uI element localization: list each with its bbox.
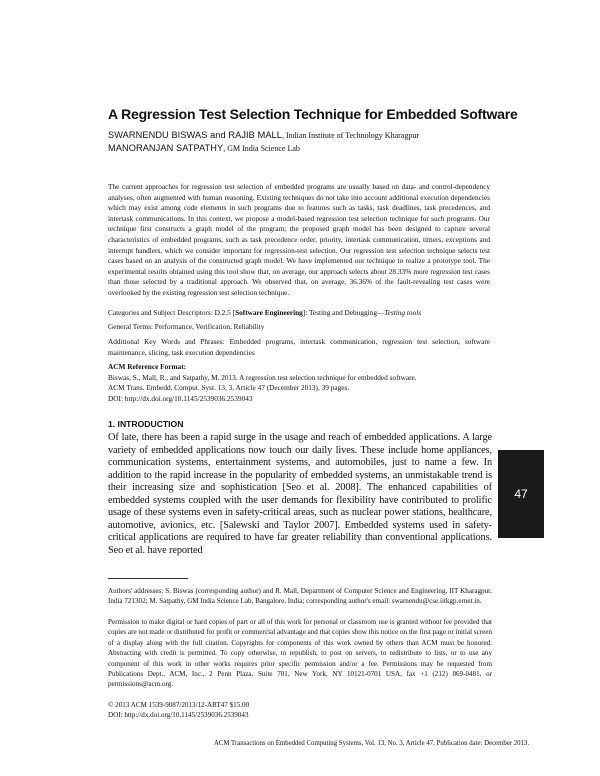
categories-middle: ]: Testing and Debugging—: [302, 308, 385, 317]
acm-reference-format: [108, 362, 490, 404]
page-footer: ACM Transactions on Embedded Computing Systems, Vol. 13, No. 3, Article 47, Publication date: December 2013.: [214, 740, 530, 747]
reference-line: Biswas, S., Mall, R., and Satpathy, M. 2013. A regression test selection technique for embedded software.: [108, 372, 417, 382]
author-affiliation: , GM India Science Lab: [223, 144, 300, 153]
author-line-2: [108, 142, 548, 155]
keywords: Additional Key Words and Phrases: Embedded programs, intertask communication, regression test selection, software maintenance, slicing, task execution dependencies: [108, 337, 490, 357]
author-name: MANORANJAN SATPATHY: [108, 143, 224, 153]
footnote-divider: [108, 578, 188, 579]
reference-label: ACM Reference Format:: [108, 362, 187, 371]
author-name: SWARNENDU BISWAS: [108, 130, 208, 140]
author-connector: and: [207, 130, 229, 140]
footnote-doi: DOI: http://dx.doi.org/10.1145/2539036.2539043: [108, 711, 249, 719]
footnote-addresses: Authors' addresses: S. Biswas (corresponding author) and R. Mall, Department of Computer Science and Engineering, IIT Kharagpur, India 721302; M. Satpathy, GM India Science Lab, Bangalore, India; corresponding author's email: swarnendu@cse.iitkgp.ernet.in.: [108, 587, 492, 606]
paper-title: A Regression Test Selection Technique for Embedded Software: [108, 106, 518, 122]
intro-body: Of late, there has been a rapid surge in the usage and reach of embedded applications. A large variety of embedded applications now touch our daily lives. These include home appliances, communication systems, entertainment systems, and automobiles, just to name a few. In addition to the rapid increase in the popularity of embedded systems, an unmistakable trend is their increasing size and sophistication [Seo et al. 2008]. The enhanced capabilities of embedded systems coupled with the user demands for flexibility have contributed to prolific usage of these systems even in safety-critical areas, such as nuclear power stations, healthcare, automotive, avionics, etc. [Salewski and Taylor 2007]. Embedded systems used in safety-critical applications are required to have far greater reliability than conventional applications. Seo et al. have reported: [108, 432, 492, 556]
footnote-copyright: © 2013 ACM 1539-9087/2013/12-ART47 $15.00: [108, 701, 250, 709]
footnote-permission: Permission to make digital or hard copies of part or all of this work for personal or classroom use is granted without fee provided that copies are not made or distributed for profit or commercial advantage and that copies show this notice on the first page or initial screen of a display along with the full citation. Copyrights for components of this work owned by others than ACM must be honored. Abstracting with credit is permitted. To copy otherwise, to republish, to post on servers, to redistribute to lists, or to use any component of this work in other works requires prior specific permission and/or a fee. Permissions may be requested from Publications Dept., ACM, Inc., 2 Penn Plaza, Suite 701, New York, NY 10121-0701 USA, fax +1 (212) 869-0481, or permissions@acm.org.: [108, 618, 492, 689]
reference-line: ACM Trans. Embedd. Comput. Syst. 13, 3, Article 47 (December 2013), 39 pages.: [108, 383, 350, 393]
author-affiliation: , Indian Institute of Technology Kharagpur: [281, 131, 420, 140]
article-number-tab: 47: [498, 450, 544, 538]
categories-descriptors: [108, 308, 490, 319]
author-name: RAJIB MALL: [228, 130, 282, 140]
general-terms: General Terms: Performance, Verification, Reliability: [108, 322, 265, 331]
author-line-1: [108, 129, 548, 142]
categories-prefix: Categories and Subject Descriptors: D.2.5 [: [108, 308, 236, 317]
reference-doi: DOI: http://dx.doi.org/10.1145/2539036.2539043: [108, 393, 253, 403]
section-heading: 1. INTRODUCTION: [108, 419, 184, 429]
categories-italic: Testing tools: [384, 308, 422, 317]
abstract: The current approaches for regression test selection of embedded programs are usually based on data- and control-dependency analyses, often augmented with human reasoning. Existing techniques do not take into account additional execution dependencies which may exist among code elements in such programs due to features such as tasks, task deadlines, task precedences, and intertask communications. In this context, we propose a model-based regression test selection technique for such programs. Our technique first constructs a graph model of the program; the proposed graph model has been designed to capture several characteristics of embedded programs, such as task precedence order, priority, intertask communication, timers, exceptions and interrupt handlers, which we consider important for regression-test selection. Our regression test selection technique selects test cases based on an analysis of the constructed graph model. We have implemented our technique to realize a prototype tool. The experimental results obtained using this tool show that, on average, our approach selects about 28.33% more regression test cases than those selected by a traditional approach. We observed that, on average, 36.36% of the fault-revealing test cases were overlooked by the existing regression test selection technique.: [108, 182, 490, 297]
categories-bold: Software Engineering: [235, 308, 303, 317]
